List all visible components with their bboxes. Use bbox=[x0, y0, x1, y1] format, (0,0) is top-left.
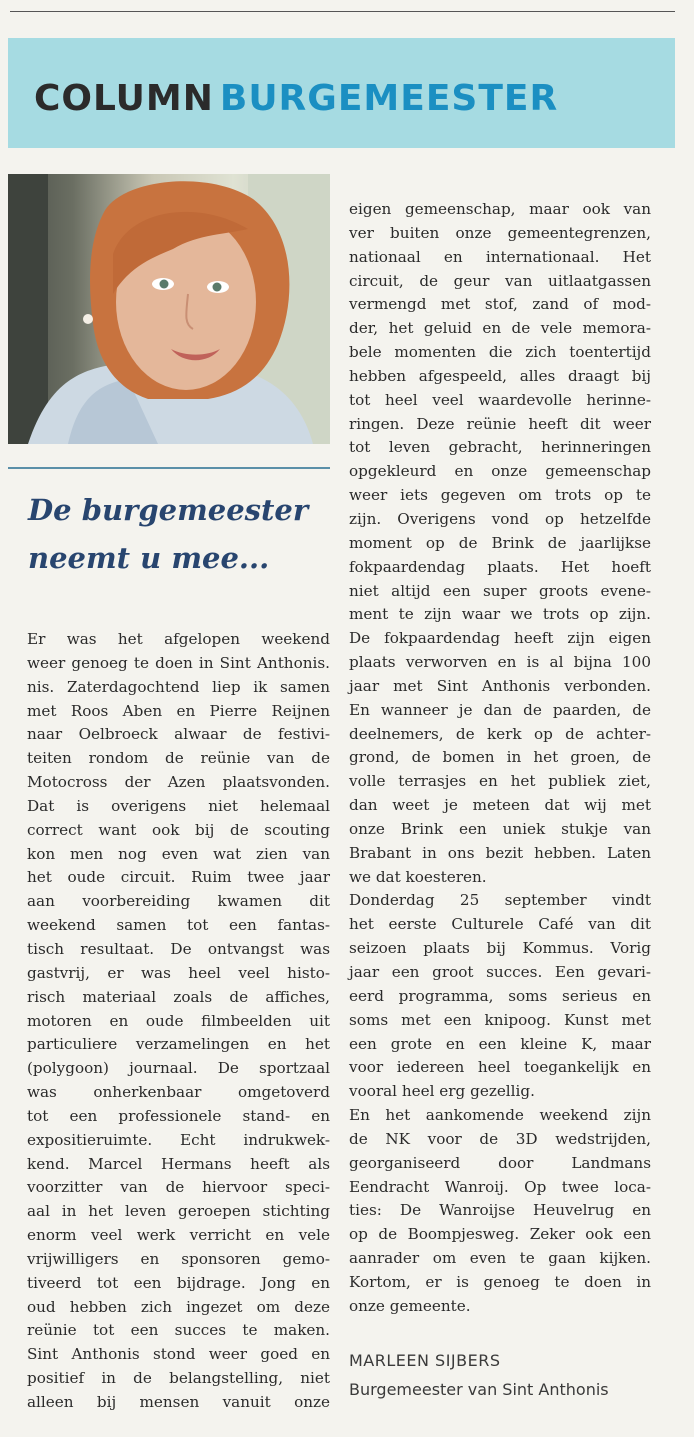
text-line: opgekleurd en onze gemeenschap bbox=[349, 462, 651, 481]
text-line: soms met een knipoog. Kunst met bbox=[349, 1010, 651, 1029]
text-line: het eerste Culturele Café van dit bbox=[349, 915, 651, 934]
text-line: op de Boompjesweg. Zeker ook een bbox=[349, 1225, 651, 1244]
text-line: tiveerd tot een bijdrage. Jong en bbox=[27, 1273, 330, 1292]
text-line: oud hebben zich ingezet om deze bbox=[27, 1297, 330, 1316]
text-line: jaar met Sint Anthonis verbonden. bbox=[349, 676, 651, 695]
text-line: weer iets gegeven om trots op te bbox=[349, 486, 651, 505]
subtitle-line: neemt u mee... bbox=[28, 541, 270, 575]
text-line: teiten rondom de reünie van de bbox=[27, 749, 330, 768]
left-column-text bbox=[27, 628, 330, 1415]
text-line: Sint Anthonis stond weer goed en bbox=[27, 1345, 330, 1364]
text-line: ringen. Deze reünie heeft dit weer bbox=[349, 414, 651, 433]
subtitle-line: De burgemeester bbox=[28, 493, 309, 527]
text-line: Donderdag 25 september vindt bbox=[349, 891, 651, 910]
text-line: ment te zijn waar we trots op zijn. bbox=[349, 605, 651, 624]
title-burgemeester: BURGEMEESTER bbox=[219, 78, 559, 119]
text-line: En het aankomende weekend zijn bbox=[349, 1106, 651, 1125]
text-line: aan voorbereiding kwamen dit bbox=[27, 892, 330, 911]
text-line: particuliere verzamelingen en het bbox=[27, 1035, 330, 1054]
text-line: reünie tot een succes te maken. bbox=[27, 1321, 330, 1340]
top-rule bbox=[10, 11, 675, 12]
text-line: eerd programma, soms serieus en bbox=[349, 986, 651, 1005]
text-line: Kortom, er is genoeg te doen in bbox=[349, 1272, 651, 1291]
text-line: het oude circuit. Ruim twee jaar bbox=[27, 868, 330, 887]
portrait-illustration bbox=[8, 174, 330, 444]
text-line: volle terrasjes en het publiek ziet, bbox=[349, 772, 651, 791]
text-line: voorzitter van de hiervoor speci- bbox=[27, 1178, 330, 1197]
text-line: vrijwilligers en sponsoren gemo- bbox=[27, 1249, 330, 1268]
text-line: En wanneer je dan de paarden, de bbox=[349, 700, 651, 719]
text-line: grond, de bomen in het groen, de bbox=[349, 748, 651, 767]
text-line: tisch resultaat. De ontvangst was bbox=[27, 939, 330, 958]
text-line: alleen bij mensen vanuit onze bbox=[27, 1393, 330, 1411]
text-line: Eendracht Wanroij. Op twee loca- bbox=[349, 1177, 651, 1196]
text-line: kon men nog even wat zien van bbox=[27, 844, 330, 863]
text-line: Motocross der Azen plaatsvonden. bbox=[27, 773, 330, 792]
author-role: Burgemeester van Sint Anthonis bbox=[349, 1380, 609, 1399]
text-line: voor iedereen heel toegankelijk en bbox=[349, 1058, 651, 1077]
text-line: aal in het leven geroepen stichting bbox=[27, 1202, 330, 1221]
text-line: eigen gemeenschap, maar ook van bbox=[349, 200, 651, 218]
text-line: plaats verworven en is al bijna 100 bbox=[349, 653, 651, 672]
text-line: ver buiten onze gemeentegrenzen, bbox=[349, 223, 651, 242]
text-line: weekend samen tot een fantas- bbox=[27, 916, 330, 935]
text-line: hebben afgespeeld, alles draagt bij bbox=[349, 366, 651, 385]
text-line: moment op de Brink de jaarlijkse bbox=[349, 533, 651, 552]
text-line: vermengd met stof, zand of mod- bbox=[349, 295, 651, 314]
text-line: met Roos Aben en Pierre Reijnen bbox=[27, 701, 330, 720]
text-line: fokpaardendag plaats. Het hoeft bbox=[349, 557, 651, 576]
text-line: onze Brink een uniek stukje van bbox=[349, 819, 651, 838]
subtitle bbox=[28, 486, 328, 582]
text-line: ties: De Wanroijse Heuvelrug en bbox=[349, 1201, 651, 1220]
text-line: correct want ook bij de scouting bbox=[27, 820, 330, 839]
text-line: aanrader om even te gaan kijken. bbox=[349, 1249, 651, 1268]
text-line: dan weet je meteen dat wij met bbox=[349, 796, 651, 815]
text-line: gastvrij, er was heel veel histo- bbox=[27, 963, 330, 982]
text-line: circuit, de geur van uitlaatgassen bbox=[349, 271, 651, 290]
text-line: bele momenten die zich toentertijd bbox=[349, 343, 651, 362]
text-line: niet altijd een super groots evene- bbox=[349, 581, 651, 600]
text-line: naar Oelbroeck alwaar de festivi- bbox=[27, 725, 330, 744]
text-line: een grote en een kleine K, maar bbox=[349, 1034, 651, 1053]
text-line: nis. Zaterdagochtend liep ik samen bbox=[27, 677, 330, 696]
text-line: weer genoeg te doen in Sint Anthonis. bbox=[27, 653, 330, 672]
mayor-photo bbox=[8, 174, 330, 444]
text-line: Brabant in ons bezit hebben. Laten bbox=[349, 843, 651, 862]
text-line: tot een professionele stand- en bbox=[27, 1106, 330, 1125]
text-line: de NK voor de 3D wedstrijden, bbox=[349, 1129, 651, 1148]
text-line: der, het geluid en de vele memora- bbox=[349, 319, 651, 338]
text-line: De fokpaardendag heeft zijn eigen bbox=[349, 629, 651, 648]
text-line: motoren en oude filmbeelden uit bbox=[27, 1011, 330, 1030]
text-line: enorm veel werk verricht en vele bbox=[27, 1226, 330, 1245]
text-line: kend. Marcel Hermans heeft als bbox=[27, 1154, 330, 1173]
right-column-text bbox=[349, 198, 651, 1319]
text-line: nationaal en internationaal. Het bbox=[349, 247, 651, 266]
text-line: tot heel veel waardevolle herinne- bbox=[349, 390, 651, 409]
text-line: jaar een groot succes. Een gevari- bbox=[349, 963, 651, 981]
photo-divider bbox=[8, 467, 330, 469]
text-line: seizoen plaats bij Kommus. Vorig bbox=[349, 939, 651, 958]
text-line: georganiseerd door Landmans bbox=[349, 1153, 651, 1172]
text-line: deelnemers, de kerk op de achter- bbox=[349, 724, 651, 743]
text-line: onze gemeente. bbox=[349, 1296, 471, 1315]
text-line: Er was het afgelopen weekend bbox=[27, 630, 330, 648]
title-column: COLUMN bbox=[34, 78, 214, 119]
text-line: expositieruimte. Echt indrukwek- bbox=[27, 1130, 330, 1149]
text-line: Dat is overigens niet helemaal bbox=[27, 796, 330, 815]
text-line: (polygoon) journaal. De sportzaal bbox=[27, 1059, 330, 1078]
page-title bbox=[34, 77, 558, 121]
text-line: risch materiaal zoals de affiches, bbox=[27, 987, 330, 1006]
author-name: MARLEEN SIJBERS bbox=[349, 1351, 501, 1370]
text-line: tot leven gebracht, herinneringen bbox=[349, 438, 651, 457]
text-line: vooral heel erg gezellig. bbox=[349, 1082, 535, 1101]
text-line: we dat koesteren. bbox=[349, 867, 487, 886]
text-line: was onherkenbaar omgetoverd bbox=[27, 1083, 330, 1102]
text-line: zijn. Overigens vond op hetzelfde bbox=[349, 509, 651, 528]
text-line: positief in de belangstelling, niet bbox=[27, 1369, 330, 1388]
